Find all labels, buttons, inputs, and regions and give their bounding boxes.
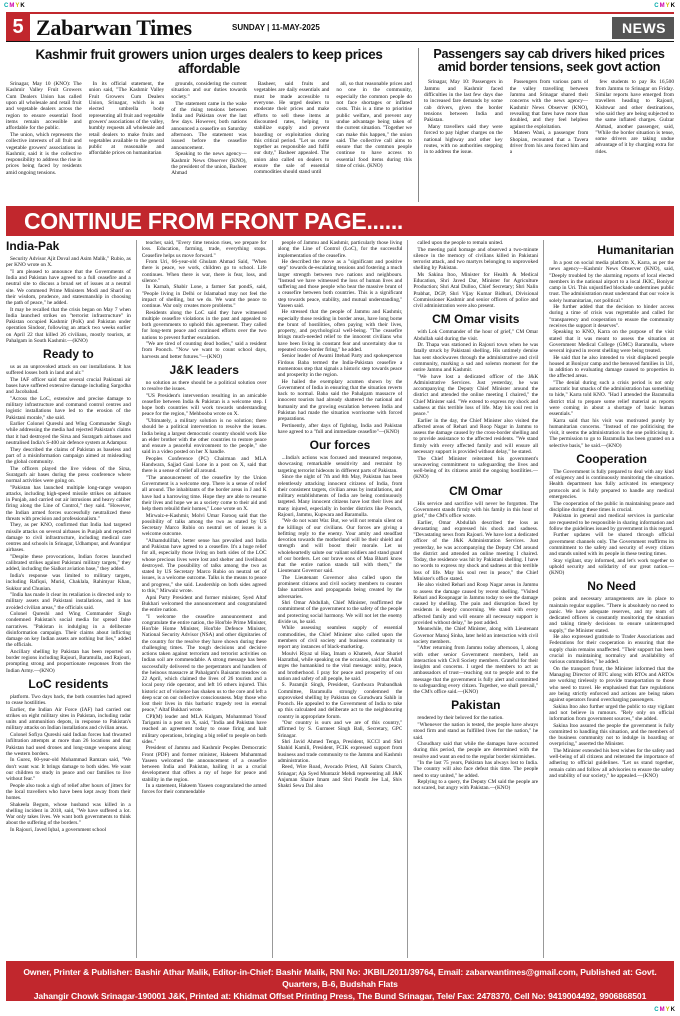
paragraph: Colonel Sofiya Qureshi said Indian forces had thwarted infiltration attempts at more than 26 locations and that Pakistan had used drones and long-range weapons along the western borders. <box>6 732 131 757</box>
body-column <box>6 240 131 958</box>
paragraph: S. Paramjit Singh, President, Gurdwara Prabandhak Committee, Baramulla strongly condemned the unprovoked shelling by Pakistan on Gurudwara Sahib in Poonch. He appealed to the Government of India to take up this calculated and deliberate act to the neighbouring country in appropriate forum. <box>277 682 403 720</box>
paragraph: "India has made it clear its retaliation is directed only to military assets and Pakistani installations, and it has avoided civilian areas," the officials said. <box>6 592 131 611</box>
body-column <box>278 240 403 958</box>
paragraph: Replying to a query, the Deputy CM said the people are not scared, but angry with Pakistan.—(KNO) <box>413 779 539 792</box>
paragraph: points and necessary arrangements are in place to maintain regular supplies. "There is absolutely no need to panic. We have adequate reserves, and my team of dedicated officers is constantly monitoring the situation and taking timely decisions to ensure uninterrupted supply," the Minister stated. <box>549 596 674 634</box>
paragraph: In Rajouri, Javed Iqbal, a government school <box>10 826 107 833</box>
text-column <box>171 81 247 209</box>
body-column <box>549 240 674 958</box>
paragraph: Peoples Conference (PC) Chairman and MLA Handwara, Sajjad Gani Lone in a post on X, said that there is a sense of relief all around. <box>141 455 267 475</box>
paragraph: Earlier in the day, the Chief Minister also visited the affected areas of Rehari and Roop Nagar in Jammu to assess the damage caused by the cross-border shelling and to provide assistance to the affected residents. "We stand firmly with every affected family and will ensure all necessary support is provided without delay," he stated. <box>413 417 539 455</box>
paragraph: He stressed that the people of Jammu and Kashmir, especially those residing in border areas, have long borne the brunt of hostilities, often paying with their lives, property, and psychological well-being. "The ceasefire brings much-needed relief to the innocent civilians who have been living in constant fear and uncertainty due to repeated cross-border firing," he added. <box>277 309 403 353</box>
page-number: 5 <box>6 14 30 41</box>
text-column <box>6 81 82 209</box>
column-divider <box>407 240 408 958</box>
paragraph: Security Advisor Ajit Doval and Asim Malik," Rubio, as per KNO wrote on X. <box>6 256 131 269</box>
paragraph: Srinagar, May 10 (KNO): The Kashmir Valley Fruit Growers Cum Dealers Union has called upon all wholesale and retail fruit and vegetable dealers across the region to ensure essential food items remain accessible and affordable for the public. <box>6 81 82 132</box>
paragraph: Speaking to KNO, Karra on the purpose of the visit stated that it was meant to assess the situation at Government Medical College (GMC) Baramulla, where several injured in recent shelling were being treated. <box>549 329 674 355</box>
paragraph: Many travellers said they were forced to pay higher charges on the national highway and other key routes, with no authorities stepping in to address the issue. <box>424 124 503 156</box>
paragraph: Sakina Itoo also further urged the public to stay vigilant and not believe in rumours. "Rely only on official information from government sources," she added. <box>549 703 674 723</box>
headline: Passengers say cab drivers hiked prices amid border tensions, seek govt action <box>433 47 665 75</box>
paragraph: Colonel Qureshi and Wing Commander Singh condemned Pakistan's social media for spread false narratives. "Pakistan is indulging in a deliberate disinformation campaign. Their claims about inflicting damage on key Indian assets are nothing but lies," added the officials. <box>6 611 131 649</box>
story-passengers-cab-fares <box>424 48 674 202</box>
story-kashmir-fruit-growers <box>6 48 412 202</box>
paragraph: He hailed the exemplary acumen shown by the Government of India in ensuring that the situation reverts back to normal. Baba said the Pahalgam massacre of innocent tourists had already shattered the national and humanity and the growing escalation between India and Pakistan had made the situation worrisome with forced preparations. <box>277 378 403 423</box>
paragraph: "US President's intervention resulting in an amicable ceasefire between India & Pakistan is a welcome step. I hope both countries will work towards understanding peace for the region," Mehbooba wrote on X. <box>141 392 267 418</box>
continued-banner: CONTINUE FROM FRONT PAGE...... <box>6 206 674 236</box>
body-column <box>413 240 538 958</box>
body-column <box>142 240 267 958</box>
paragraph: "Pakistan has launched multiple long-range weapon attacks, including high-speed missile strikes on airbases in Punjab, and carried out air intrusions and heavy caliber firing along the Line of Control," they said. "However, the Indian armed forces successfully neutralized these threats with precision and professionalism." <box>6 484 131 522</box>
paragraph: He also visited Rehari and Roop Nagar areas in Jammu to assess the damage caused by recent shelling. "Visited Rehari and Roopnagar in Jammu today to see the damage caused by shelling. The pain and disruption faced by residents is deeply concerning. We stand with every affected family and will ensure all necessary support is provided without delay," he post added. <box>413 582 539 626</box>
paragraph: Ms Sakina Itoo, Minister for Health & Medical Education, Shri Javed Dar, Minister for Agriculture Production; Shri Atal Dulloo, Chief Secretary; Shri Nalin Prabhat, DGP; Shri Vijay Kumar Bidhuri, Divisional Commissioner Kashmir and senior officers of police and civil administration were also present. <box>413 271 539 310</box>
paragraph: Earlier, the Indian Air Force (IAF) had carried out strikes on eight military sites in Pakistan, including radar units and ammunition depots, in response to Pakistan's military attacks on Indian installations and civilian areas. <box>6 706 131 732</box>
paragraph: Pakistan in general and medical services in particular are requested to be responsible in sharing information and follow the guidelines issued by government in this regard. <box>549 513 674 532</box>
paragraph: "Our country is ours and we are of this country," affirmed by S. Gurmeet Singh Bali, Secretary, GPC Srinagar. <box>277 720 403 739</box>
headline: Kashmir fruit growers union urges dealers to keep prices affordable <box>35 47 383 77</box>
paragraph: "Despite these provocations, Indian forces launched calibrated strikes against Pakistani military targets," they added, including the Sialkot aviation base," they added. <box>6 553 131 573</box>
text-column <box>595 79 674 191</box>
paragraph: Shri Javid Ahmed Tenga, President, KCCI and Shri Shahid Kamili, President, FCIK expressed support from business and trade community to the Jammu and Kashmir administration. <box>277 739 403 764</box>
paragraph: Residents along the LoC said they have witnessed multiple ceasefire violations in the past and appealed to both governments to uphold this agreement. They called for long-term peace and continued efforts over the two nations to prevent further escalation. <box>141 309 267 341</box>
paragraph: Shri Omar Abdullah, Chief Minister, reaffirmed the commitment of the government to the safety of the people and protecting social harmony. We will not let the enemy divide us, he said. <box>277 600 403 625</box>
paragraph: In its official statement, the union said, "The Kashmir Valley Fruit Growers Cum Dealers Union, Srinagar, which is an elected umbrella body representing all fruit and vegetable growers' associations of the valley, humbly requests all wholesale and retail dealers to make fruits and vegetables available to the general public at reasonable and affordable prices on humanitarian <box>88 81 165 157</box>
paragraph: Ancillary shelling by Pakistan has been reported on border regions including Rajouri, Baramulla, and Rajouri, prompting strong and proportionate responses from the Indian Army.—(KNO) <box>6 648 131 674</box>
paragraph: On the transport front, the Minister informed that the Managing Director of RTC along with RTOs and ARTOs are working tirelessly to provide transportation to those who need to travel. He emphasised that fare regulations are being strictly enforced and actions are being taken against operators found overcharging passengers. <box>549 665 674 704</box>
paragraph: grounds, considering the current situation and our duties towards society." <box>171 81 247 100</box>
paragraph: From Uri, 66-year-old Ghulam Ahmad Said, "When there is peace, we work, children go to school. Life continues. When there is war, there is fear, loss, and silence." <box>141 259 267 284</box>
imprint-line-1: Owner, Printer & Publisher: Bashir Athar Malik, Editor-in-Chief: Bashir Malik, RNI No: JKBIL/2011/39764, Email: zabarwantimes@gmail.com, Published at: Govt. Quarters, B-6, Budshah Flats <box>23 967 657 989</box>
column-divider <box>543 240 544 958</box>
imprint-line-2: Jahangir Chowk Srinagar-190001 J&K, Printed at: Khidmat Offset Printing Press, The Bund Srinagar, Tele/ Fax: 2478370, Cell No: 9419004492, 9906868501 <box>33 991 647 1001</box>
section-heading: Ready to <box>43 347 94 362</box>
paragraph: Meanwhile, the Chief Minister, along with Lieutenant Governor Manoj Sinha, later held an interaction with civil society members. <box>413 626 539 645</box>
paragraph: India's response was limited to military targets, including Rafiqui, Murid, Chaklala, Rahimyar Khan, Sukkur and Chunian. <box>6 573 131 592</box>
paragraph: "The announcement of the ceasefire by the Union Government is a welcome step. There is a sense of relief all around. The inhabitants of the border areas in J and K have had a harrowing time. Hope they are able to resume their lives and hope we as a society come to their aid and help them rebuild their homes," Lone wrote on X. <box>141 474 267 513</box>
paragraph: Mirwaiz-e-Kashmir, Molvi Umar Farooq said that the possibility of talks among the two as stated by US Secretary Marco Rubio on neutral set of issues is a welcome outcome. <box>141 512 267 538</box>
section-heading: India-Pak <box>6 240 60 253</box>
paragraph: They, as per KNO, confirmed that India had targeted missile attacks on several airbases in Punjab and reported damage to civil infrastructure, including medical care centres and schools in Srinagar, Udhampur, and Avantipur airbases. <box>6 522 131 554</box>
section-heading: CM Omar visits <box>432 312 520 327</box>
paragraph: Sakina Itoo assured the people the government is fully committed to handling this situation, and the members of the business community not to indulge in hoarding or overpricing," asserted the Minister. <box>549 722 674 748</box>
paragraph: rendered by their beloved for the nation. <box>417 715 504 722</box>
text-column <box>510 79 589 191</box>
paragraph: The Lieutenant Governor also called upon the prominent citizens and civil society members to counter false narratives and propaganda being created by the adversaries. <box>277 574 403 600</box>
paragraph: The meeting paid homage and observed a two-minute silence in the memory of civilians killed in Pakistani terrorist attack, and two martyrs belonging to unprovoked shelling by Pakistan. <box>413 246 539 272</box>
paragraph: In Karnah, Shabir Lone, a farmer Sat pondS, said, "People living in Delhi or Islamabad may not feel the impact of shelling, but we do. We want the peace to continue. War only creates more problems." <box>141 284 267 310</box>
paragraph: few students to pay Rs 16,500 from Jammu to Srinagar on Friday. Similar reports have emerged from travellers heading to Rajouri, Kishtwar and other destinations, who said they are being subjected to the same inflated charges. Gulzar Ahmad, another passenger, said, "While the border situation is tense, some drivers are taking undue advantage of it by charging extra for rides. <box>595 79 675 155</box>
paragraph: The union, which represents the collective interests of all fruit and vegetable growers' associations in Kashmir, said it is the collective responsibility to address the rise in prices being faced by residents amid ongoing tensions. <box>6 132 82 176</box>
paragraph: teacher, said, "Every time tension rises, we prepare for loss. Education, farming, trade, everything stops. Ceasefire helps us move forward." <box>141 240 267 259</box>
edition-date: SUNDAY | 11-MAY-2025 <box>232 23 320 32</box>
paragraph: Basheer, said fruits and vegetables are daily essentials and must be made accessible to everyone. He urged dealers to moderate their prices and make efforts to sell these items at discounted rates, helping to stabilize supply and prevent hoarding or exploitation during this critical period. "Let us come together as responsible and fulfil our duty," Basheer appealed. The union also called on dealers to ensure the sale of essential commodities should stand until <box>253 81 330 176</box>
paragraph: Earlier Colonel Qureshi and Wing Commander Singh while addressing the media had rejected Pakistan's claims that it had destroyed the Sirsa and Suratgarh airbases and neutralised India's S-400 air defence system at Adampur. <box>6 421 131 446</box>
section-heading: Cooperation <box>576 451 647 466</box>
paragraph: He further added that the decision to hinder access during a time of crisis was regrettable and called for "transparency and cooperation to ensure the community receives the support it deserves". <box>549 304 674 329</box>
paragraph: Since the night of 7th and 8th May, Pakistan has been relentlessly attacking innocent citizens of India, from their consistent targets, civilian areas by installations, and military establishments of India are being continuously targeted. Many innocent citizens have lost their lives and many injured, especially in border districts like Poonch, Rajouri, Jammu, Kupwara and Baramulla. <box>277 474 403 518</box>
paragraph: While assessing seamless supply of essential commodities, the Chief Minister also called upon the members of civil society and business community to report any instances of black-marketing. <box>277 625 403 651</box>
text-column <box>254 81 330 209</box>
imprint-footer <box>6 961 674 1001</box>
column-divider <box>418 48 419 202</box>
paragraph: "The denial during such a crisis period is not only autocratic but smacks of the administration has something to hide," Karra told KNO. "Had I attended the Baramulla district trial to prepare some relief material as reports were coming in about a shortage of basic human essentials." <box>549 379 674 418</box>
section-heading: No Need <box>587 579 636 594</box>
paragraph: Senior leader of Awami Ittehad Party and spokesperson Firdous Baba termed the India-Pakistan ceasefire a momentous step that signals a historic step towards peace and prosperity in the region. <box>277 353 403 379</box>
column-divider <box>136 240 137 958</box>
paragraph: The Government is fully prepared to deal with any kind of exigency and is continuously monitoring the situation. Health department has fully activated its emergency protocols and is fully prepared to handle any medical emergencies. <box>549 468 674 500</box>
section-tag: NEWS <box>612 17 674 39</box>
paragraph: Pertinently, after days of fighting, India and Pakistan have agreed to a "full and immediate ceasefire"—(KNO) <box>277 422 403 435</box>
registration-marks-top-left: CMYK <box>4 3 26 9</box>
paragraph: all, so that reasonable prices and no one in the community, especially the common people do not face shortages or inflated costs. This is a time to prioritise public welfare, and prevent any undue advantage being taken of the current situation. "Together we can make this happen," the union said. The collective call aims to ensure that the common people continue to have access to essential food items during this time of crisis. (KNO) <box>336 81 412 169</box>
paragraph: "Ultimately, a military solution is no solution; there should be a political intervention to resolve the issues. India being a largest democratic country should work like an elder brother with the other countries to restore peace and ensure a peaceful environment to the people," she said in a video posted on her X handle. <box>141 418 267 456</box>
paragraph: The statement came in the wake of the rising tensions between India and Pakistan over the last few days. However, both nations announced a ceasefire on Saturday afternoon. The statement was issued before the ceasefire announcement. <box>171 100 247 151</box>
masthead <box>6 12 674 42</box>
continued-stories <box>6 240 674 958</box>
paragraph: He said that he also intended to visit displaced people housed at Boniyar camp and the bereaved families in Uri, in addition to evaluating damage caused to properties in the affected areas. <box>549 354 674 380</box>
paragraph: Dr. Thapa was stationed in Rajouri town when he was fatally struck by Pakistani shelling. His untimely demise has sent shockwaves through the administrative and civil community, marking a sad and solemn moment for the entire Jammu and Kashmir. <box>413 342 539 374</box>
paragraph: In a post on social media platform X, Karra, as per the news agency—Kashmir News Observer (KNO), said, "Deeply troubled by the alarming reports of local elected members in the national airport to a local JKIC, Boniyar camp in Uri. This unjustified blockade undermines public trust. The administration must understand that our voice is solely humanitarian, not political." <box>549 260 674 304</box>
paragraph: CPI(M) leader and MLA Kulgam, Mohammad Yousf Tarigami in a post on X, said, "India and Pakistan have reached an agreement today to cease firing and halt military operations, bringing a big relief to people on both sides." <box>141 713 267 745</box>
paragraph: They described the claims of Pakistan as baseless and part of a misinformation campaign aimed at misleading the global community. <box>6 446 131 466</box>
paragraph: "We are tired of counting dead bodies," said a resident from Poonch. "Now we want to count school days, harvests and better futures."—(KNO) <box>141 341 267 360</box>
paragraph: The IAF officer said that several crucial Pakistani air bases have suffered extensive damage including Sargodha and Jacobabad. <box>6 376 131 396</box>
paragraph: Stay vigilant, stay informed, and let's work together to uphold security and solidarity of our great nation.—(KNO) <box>549 557 674 577</box>
paragraph: Shakeela Begum, whose husband was killed in a shelling incident in 2018, said, "We have suffered a lot. War only takes lives. We want both governments to think about the suffering of the borders." <box>6 801 131 827</box>
paragraph: "I am pleased to announce that the Governments of India and Pakistan have agreed to a full ceasefire and a neutral site to discuss a broad set of issues at a neutral site. We commend Prime Ministers Modi and Sharif on their wisdom, prudence, and statesmanship in choosing the path of peace," he added. <box>6 268 131 307</box>
paragraph: "Whenever the nation is tested, the people have always stood firm and stand as fulfilled lives for the nation," he said. <box>413 722 539 741</box>
paragraph: People also took a sigh of relief after hours of jitters for the local travellers who have been kept away from their homes. <box>6 782 131 802</box>
paragraph: "After returning from Jammu today afternoon, I, along with other senior Government members, held an interaction with Civil Society members. Grateful for their insights and concerns. I urged the members to act as ambassadors of trust—reaching out to people and to the message that the government is fully alert and committed to safeguarding every citizen. Together, we shall prevail," the CM's office said.—(KNO) <box>413 645 539 696</box>
story-columns <box>424 79 674 191</box>
paragraph: The officers played the live videos of the Sirsa, Suratgarh air bases during the press conference where normal activities were going on. <box>6 465 131 485</box>
text-column <box>89 81 165 209</box>
paragraph: Reed, Wire Road, Avocado Priest, All Saints Church, Srinagar; Aja Syed Muntazir Mehdi representing all J&K Anjuman Shaire Imam and Shri Pandit Jee Lal, Shiv Shakti Sewa Dal also <box>277 764 403 790</box>
text-column <box>424 79 503 191</box>
paragraph: Apni Party President and former minister, Syed Altaf Bukhari welcomed the announcement and congratulated the entire nation. <box>141 594 267 614</box>
registration-marks-bottom: CMYK <box>654 1007 676 1013</box>
paragraph: Mateen Wani, a passenger from Shopian, recounted that a Tavera driver from his area forced him and a <box>509 130 589 156</box>
paragraph: us as an unprovoked attack on our installations. It has suffered losses both in land and air." <box>6 364 131 377</box>
paragraph: no solution as there should be a political solution over to resolve the issues. <box>141 379 267 393</box>
paragraph: Passengers from various parts of the valley travelling between Jammu and Srinagar shared their concerns with the news agency—Kashmir News Observer (KNO), revealing that fares have more than doubled, and they feel helpless against the exploitation. <box>509 79 589 130</box>
paragraph: He also expressed gratitude to Trader Associations and Federations for their cooperation in ensuring that the supply chain remains unaffected. "Their support has been crucial in maintaining normalcy and availability of various commodities," he added. <box>549 634 674 666</box>
paragraph: His service and sacrifice will never be forgotten. The Government stands firmly with his family in this hour of grief," the CM's office wrote. <box>413 500 539 520</box>
paragraph: Karra said that his visit was motivated purely by humanitarian concerns. "Instead of me politicising the visit, it seems the administration is the one politicising it. The permission to go to Baramulla has been granted on a selective basis," he said.—(KNO) <box>549 417 674 449</box>
paragraph: He described the move as a "significant and positive step" towards de-escalating tensions and fostering a much larger strength between two nations and neighbours. "Instead we have witnessed the loss of human lives and suffering and those people who bear the massive brunt of a ceasefire between both countries. This is a significant step towards peace, stability, and mutual understanding," Yaseen said. <box>277 259 403 309</box>
paragraph: "Alhamdulillah, better sense has prevailed and India and Pakistan have agreed to a ceasefire. It's a huge relief for all, especially those living on both sides of the LOC whose precious lives were lost and shelter and livelihood destroyed. The possibility of talks among the two as stated by US Secretary Marco Rubio on neutral set of issues, is a welcome outcome. Talks is the means to peace and progress," she said. Leadership on both sides agreed to this," Mirwaiz wrote. <box>141 537 267 594</box>
paragraph: It may be recalled that the crisis began on May 7 when India launched strikes on "terrorist infrastructure" in Pakistan occupied Kashmir (PoK) and Pakistan under operation Sindoor, following an attack two weeks earlier on April 22 that killed 26 civilians, mostly tourists, at Pahalgam in South Kashmir.—(KNO) <box>6 306 131 344</box>
section-heading: Our forces <box>309 438 371 453</box>
paragraph: "We do not want War. But, we will not remain silent on the killings of our civilians. Our forces are giving a befitting reply to the enemy. Your amity and steadfast devotion towards the motherland will be their shield and strength and will boost their morale. Let us wholeheartedly salute our valiant soldiers and stand guard of our borders. Let our brave sons of Maa Bharti know that the entire nation stands tall with them," the Lieutenant Governor said. <box>277 518 403 575</box>
registration-marks-top-right: CMYK <box>654 3 676 9</box>
paragraph: "I welcome the ceasefire announcement and congratulate the entire nation, the Hon'ble Prime Minister, Hon'ble Home Minister, Hon'ble Defence Minister, National Security Advisor (NSA) and other dignitaries of the country for the resolve they have shown during these challenging times. The tough decisions and decisive actions taken against terrorism and terrorist activities on Indian soil are commendable. A strong message has been successfully delivered to the perpetrators and handlers of the heinous massacre at Pahalgam's Baisaran meadow on 22 April, which claimed the lives of 26 tourists and a local pony ride operator, and left 16 others injured. This historic act of violence has shaken us to the core and left a deep scar on our collective consciousness. May those who lost their lives in this barbaric tragedy rest in eternal peace," Altaf Bukhari wrote. <box>141 613 267 714</box>
paragraph: The cooperation of the public in maintaining peace and discipline during these times is crucial. <box>549 500 674 513</box>
paragraph: Moulvi Riyaz ul Haq, Imam o Khateeb, Asar Sharief Hazratbal, while speaking on the occasion, said that Allah urges the humankind to the vital message: unity, peace, and brotherhood. I pray for peace and prosperity of our nation and safety of all people, he said. <box>277 650 403 682</box>
paragraph: called upon the people to remain united. <box>417 240 504 246</box>
paragraph: people of Jammu and Kashmir, particularly those living along the Line of Control (LoC), for the successful implementation of the ceasefire. <box>277 240 403 259</box>
paragraph: Choudhary said that while the damages have occurred during this period, the people are determined with the resolve and want an end to the regular border skirmishes. <box>413 741 539 760</box>
paragraph: ...India's actions was focused and measured response, showcasing remarkable sensitivity and restraint by targeting terrorist hideouts in different parts of Pakistan. <box>277 455 403 474</box>
paragraph: Further updates will be shared through official government channels only. The Government reaffirms its commitment to the safety and security of every citizen and stands united with its people in these testing times. <box>549 532 674 558</box>
newspaper-name: Zabarwan Times <box>36 14 192 40</box>
paragraph: In Gurez, 60-year-old Mohammad Ramzan said, "We don't want war. It brings damage to both sides. We want our children to study in peace and our families to live without fear." <box>6 757 131 783</box>
paragraph: with Lok Commander of the hour of grief," CM Omar Abdullah said during the visit. <box>413 329 539 342</box>
paragraph: In a statement, Hakeem Yaseen congratulated the armed forces for their commendable <box>141 783 267 796</box>
paragraph: "We have lost a dedicated officer of the J&K Administrative Services. Just yesterday, he was accompanying the Deputy Chief Minister around the district and attended the online meeting I chaired," the Chief Minister said. "We extend to express my shock and sadness at this terrible loss of life. May his soul rest in peace." <box>413 373 539 418</box>
paragraph: "In the last 75 years, Pakistan has always lost to India. The country will also face defeat this time. The people need to stay united," he added. <box>413 760 539 779</box>
text-column <box>336 81 412 209</box>
section-heading: J&K leaders <box>169 362 239 377</box>
paragraph: Earlier, Omar Abdullah described the loss as devastating and expressed his shock and sadness. "Devastating news from Rajouri. We have lost a dedicated officer of the J&K Administration Services. Just yesterday, he was accompanying the Deputy CM around the district and attended an online meeting I chaired. Today, the residence was hit by Pakistani shelling. I have no words to express my shock and sadness at this terrible loss of life. May his soul rest in peace," the Chief Minister's office stated. <box>413 519 539 582</box>
paragraph: platform. Two days back, the both countries had agreed to cease hostilities. <box>6 693 131 707</box>
section-heading: Humanitarian <box>597 243 674 257</box>
story-columns <box>6 81 412 209</box>
paragraph: The Chief Minister reiterated his government's unwavering commitment to safeguarding the lives and well-being of its citizens amid the ongoing hostilities.—(KNO) <box>413 455 539 481</box>
paragraph: Speaking to the news agency—Kashmir News Observer (KNO), the president of the union, Basheer Ahmad <box>171 151 247 177</box>
paragraph: "Across the LoC, extensive and precise damage to military infrastructure and command control centres and logistic installations have led to the erosion of the Pakistani morale," she said. <box>6 395 131 421</box>
section-heading: CM Omar <box>449 483 503 498</box>
paragraph: Srinagar, May 10: Passengers in Jammu and Kashmir faced difficulties in the last few days due to increased fare demands by some cab drivers, given the border tensions between India and Pakistan. <box>424 79 503 124</box>
paragraph: The Minister extended his best wishes for the safety and well-being of all citizens and reiterated the importance of adhering to official guidelines. "Let us stand together, remain calm and follow all advisories to ensure the safety and stability of our society," he appealed.—(KNO) <box>549 747 674 779</box>
section-heading: LoC residents <box>28 676 109 691</box>
paragraph: President of Jammu and Kashmir Peoples Democratic Front (PDF) and former minister, Hakeem Muhammad Yaseen welcomed the announcement of a ceasefire between India and Pakistan, hailing it as a crucial development that offers a ray of hope for peace and stability in the region. <box>141 745 267 783</box>
section-heading: Pakistan <box>451 698 501 713</box>
column-divider <box>272 240 273 958</box>
